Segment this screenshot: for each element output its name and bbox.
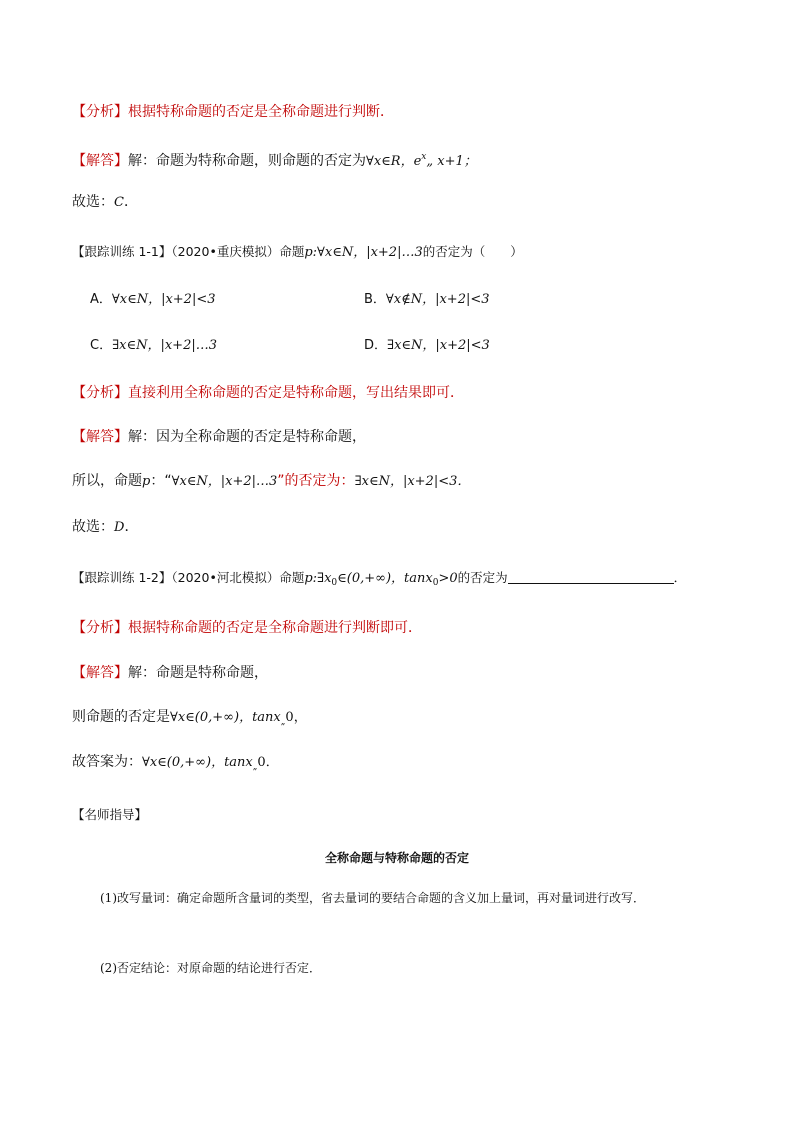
question-math-2: ∈(0,+∞)，tanx [337,571,433,586]
question-sub-2: 0 [432,578,439,588]
question-math: p:∀x∈N，|x+2|…3 [304,245,423,260]
answer-math-e: e [413,154,422,169]
guide-paragraph-2: (2)否定结论：对原命题的结论进行否定． [100,961,321,975]
choose-value: D [114,520,125,535]
answer-text: 解：因为全称命题的否定是特称命题， [128,429,366,445]
math-1: ∀x∈(0,+∞)，tanx [170,710,281,725]
answer-tag: 【解答】 [72,153,128,169]
question-tail: 的否定为（ ） [422,244,523,259]
math-sub: „ [252,762,258,772]
guide-title: 全称命题与特称命题的否定 [324,851,469,865]
answer-tag: 【解答】 [72,429,128,445]
question-math-1: p:∃x [304,571,332,586]
option-c [90,336,217,356]
option-b [364,290,490,310]
analysis-3 [72,618,734,638]
option-label: B． [364,292,386,307]
analysis-text: 根据特称命题的否定是全称命题进行判断． [128,104,394,120]
text-c: ”的否定为： [277,473,355,489]
answer-2 [72,427,734,447]
option-text: ∀x∈N，|x+2|<3 [111,292,216,307]
choose-label: 故选： [72,519,114,535]
answer-2-line-3 [72,471,734,492]
answer-1 [72,147,734,172]
option-text: ∃x∈N，|x+2|<3 [387,338,490,353]
analysis-tag: 【分析】 [72,104,128,120]
question-tag: 【跟踪训练 1-2】 [72,570,172,585]
answer-blank[interactable] [508,569,674,584]
question-source: （2020•河北模拟）命题 [171,570,305,585]
math-end: 0． [257,755,279,770]
question-tag: 【跟踪训练 1-1】 [72,244,172,259]
guide-tag-text: 【名师指导】 [72,807,148,822]
choose-end: ． [123,194,138,210]
text-a: 所以，命题 [72,473,142,489]
question-math-3: >0 [438,571,458,586]
option-d [364,336,490,356]
answer-math-rest: „ x+1； [426,154,477,169]
choose-1 [72,192,734,213]
answer-tag: 【解答】 [72,665,128,681]
analysis-text: 根据特称命题的否定是全称命题进行判断即可． [128,620,422,636]
choose-value: C [114,195,124,210]
choose-2 [72,517,734,538]
text-a: 故答案为： [72,754,142,770]
option-a [90,290,216,310]
text-a: 则命题的否定是 [72,709,170,725]
math-sub: „ [280,717,286,727]
text-b: ：“ [150,473,172,489]
analysis-tag: 【分析】 [72,620,128,636]
answer-text: 解：命题是特称命题， [128,665,268,681]
answer-math: ∀x∈R， [366,154,414,169]
question-end: ． [673,570,687,585]
answer-math-sup: x [421,152,427,162]
math-1: ∀x∈(0,+∞)，tanx [142,755,253,770]
choose-end: ． [124,519,139,535]
guide-tag [72,805,734,825]
analysis-2 [72,383,734,403]
math-2: ∃x∈N，|x+2|<3． [354,474,471,489]
option-text: ∀x∉N，|x+2|<3 [385,292,490,307]
question-sub-1: 0 [331,578,338,588]
answer-text: 解：命题为特称命题，则命题的否定为 [128,153,366,169]
option-label: D． [364,338,388,353]
question-1-2 [72,568,734,593]
option-label: A． [90,292,112,307]
math-1: ∀x∈N，|x+2|…3 [171,474,278,489]
analysis-text: 直接利用全称命题的否定是特称命题，写出结果即可． [128,385,464,401]
question-1-1 [72,242,734,263]
analysis-tag: 【分析】 [72,385,128,401]
option-label: C． [90,338,113,353]
analysis-1 [72,102,734,122]
question-source: （2020•重庆模拟）命题 [171,244,305,259]
math-p: p [142,474,151,489]
answer-3-line-3 [72,707,734,732]
option-text: ∃x∈N，|x+2|…3 [112,338,217,353]
answer-3-line-4 [72,752,734,777]
question-tail: 的否定为 [457,570,508,585]
guide-paragraph-1: (1)改写量词：确定命题所含量词的类型，省去量词的要结合命题的含义加上量词，再对量词进行改写． [100,891,646,905]
choose-label: 故选： [72,194,114,210]
answer-3 [72,663,734,683]
math-end: 0， [285,710,307,725]
